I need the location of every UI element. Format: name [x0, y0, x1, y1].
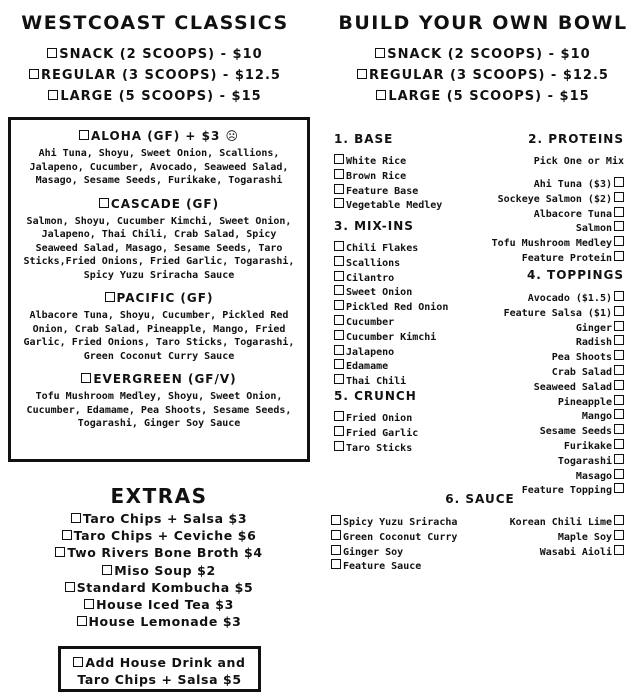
base-item[interactable]: Feature Base	[334, 184, 442, 199]
checkbox[interactable]	[331, 530, 341, 540]
mixin-item[interactable]: Thai Chili	[334, 374, 448, 389]
checkbox[interactable]	[48, 90, 58, 100]
topping-item[interactable]: Avocado ($1.5)	[504, 291, 624, 306]
checkbox[interactable]	[614, 321, 624, 331]
extras-item[interactable]: House Iced Tea $3	[8, 596, 310, 613]
checkbox[interactable]	[334, 198, 344, 208]
checkbox[interactable]	[376, 90, 386, 100]
crunch-title: 5. CRUNCH	[334, 389, 417, 403]
checkbox[interactable]	[614, 365, 624, 375]
combo-aloha-ingredients: Ahi Tuna, Shoyu, Sweet Onion, Scallions, Jalapeno, Cucumber, Avocado, Seaweed Salad, Masago, Sesame Seeds, Furikake, Togarashi	[29, 148, 289, 186]
proteins-subtitle: Pick One or Mix	[533, 156, 624, 167]
checkbox[interactable]	[73, 657, 83, 667]
size-option[interactable]: REGULAR (3 SCOOPS) - $12.5	[338, 65, 628, 86]
checkbox[interactable]	[614, 177, 624, 187]
proteins-list	[492, 177, 624, 266]
checkbox[interactable]	[62, 530, 72, 540]
checkbox[interactable]	[334, 184, 344, 194]
extras-item[interactable]: Taro Chips + Salsa $3	[8, 510, 310, 527]
byob-sizes	[338, 44, 628, 107]
toppings-title: 4. TOPPINGS	[526, 268, 624, 282]
mixins-title: 3. MIX-INS	[334, 219, 414, 233]
checkbox[interactable]	[614, 439, 624, 449]
checkbox[interactable]	[79, 130, 89, 140]
combo-pacific-ingredients: Albacore Tuna, Shoyu, Cucumber, Pickled Red Onion, Crab Salad, Pineapple, Mango, Fried Garlic, Fried Onions, Taro Sticks, Togarashi, Green Coconut Curry Sauce	[23, 310, 295, 362]
combo-cascade-ingredients: Salmon, Shoyu, Cucumber Kimchi, Sweet Onion, Jalapeno, Thai Chili, Crab Salad, Spicy Seaweed Salad, Masago, Sesame Seeds, Taro Sticks,Fried Onions, Fried Garlic, Togarashi, Spicy Yuzu Sriracha Sauce	[23, 215, 295, 281]
checkbox[interactable]	[29, 69, 39, 79]
protein-item[interactable]: Albacore Tuna	[492, 207, 624, 222]
protein-item[interactable]: Tofu Mushroom Medley	[492, 236, 624, 251]
checkbox[interactable]	[331, 515, 341, 525]
topping-item[interactable]: Feature Topping	[504, 483, 624, 498]
base-list	[334, 154, 442, 213]
base-title: 1. BASE	[334, 132, 394, 146]
sauce-item[interactable]: Ginger Soy	[331, 545, 457, 560]
base-item[interactable]: White Rice	[334, 154, 442, 169]
topping-item[interactable]: Togarashi	[504, 454, 624, 469]
sauce-item[interactable]: Wasabi Aioli	[510, 545, 624, 560]
westcoast-sizes	[20, 44, 290, 107]
sauce-item[interactable]: Feature Sauce	[331, 559, 457, 574]
checkbox[interactable]	[334, 374, 344, 384]
checkbox[interactable]	[614, 530, 624, 540]
sauce-item[interactable]: Spicy Yuzu Sriracha	[331, 515, 457, 530]
mixin-item[interactable]: Scallions	[334, 256, 448, 271]
checkbox[interactable]	[55, 547, 65, 557]
byob-title: BUILD YOUR OWN BOWL	[338, 12, 628, 34]
topping-item[interactable]: Pea Shoots	[504, 350, 624, 365]
sauce-title: 6. SAUCE	[445, 492, 515, 506]
mixin-item[interactable]: Sweet Onion	[334, 285, 448, 300]
toppings-list	[504, 291, 624, 498]
protein-item[interactable]: Ahi Tuna ($3)	[492, 177, 624, 192]
checkbox[interactable]	[614, 221, 624, 231]
sauce-left-list	[331, 515, 457, 574]
extras-item[interactable]: Miso Soup $2	[8, 562, 310, 579]
extras-title: EXTRAS	[110, 484, 208, 508]
checkbox[interactable]	[614, 395, 624, 405]
checkbox[interactable]	[614, 291, 624, 301]
checkbox[interactable]	[334, 441, 344, 451]
checkbox[interactable]	[71, 513, 81, 523]
checkbox[interactable]	[357, 69, 367, 79]
checkbox[interactable]	[81, 373, 91, 383]
checkbox[interactable]	[334, 271, 344, 281]
sauce-right-list	[510, 515, 624, 559]
size-option[interactable]: SNACK (2 SCOOPS) - $10	[20, 44, 290, 65]
combo-evergreen-ingredients: Tofu Mushroom Medley, Shoyu, Sweet Onion, Cucumber, Edamame, Pea Shoots, Sesame Seeds, Togarashi, Ginger Soy Sauce	[26, 391, 292, 429]
topping-item[interactable]: Radish	[504, 335, 624, 350]
combo-cascade-title[interactable]: CASCADE (GF)	[11, 197, 307, 211]
crunch-list	[334, 411, 418, 455]
checkbox[interactable]	[331, 559, 341, 569]
mixin-item[interactable]: Cilantro	[334, 271, 448, 286]
checkbox[interactable]	[614, 515, 624, 525]
checkbox[interactable]	[614, 380, 624, 390]
extras-list	[8, 510, 310, 630]
sauce-item[interactable]: Green Coconut Curry	[331, 530, 457, 545]
mixins-list	[334, 241, 448, 389]
checkbox[interactable]	[77, 616, 87, 626]
checkbox[interactable]	[47, 48, 57, 58]
sauce-item[interactable]: Maple Soy	[510, 530, 624, 545]
combo-aloha-title[interactable]: ALOHA (GF) + $3 ☹	[11, 129, 307, 143]
mixin-item[interactable]: Cucumber	[334, 315, 448, 330]
checkbox[interactable]	[614, 454, 624, 464]
mixin-item[interactable]: Jalapeno	[334, 345, 448, 360]
checkbox[interactable]	[614, 207, 624, 217]
checkbox[interactable]	[614, 306, 624, 316]
topping-item[interactable]: Mango	[504, 409, 624, 424]
checkbox[interactable]	[65, 582, 75, 592]
mixin-item[interactable]: Edamame	[334, 359, 448, 374]
topping-item[interactable]: Ginger	[504, 321, 624, 336]
checkbox[interactable]	[614, 236, 624, 246]
topping-item[interactable]: Sesame Seeds	[504, 424, 624, 439]
checkbox[interactable]	[334, 241, 344, 251]
checkbox[interactable]	[614, 251, 624, 261]
checkbox[interactable]	[84, 599, 94, 609]
checkbox[interactable]	[614, 424, 624, 434]
topping-item[interactable]: Seaweed Salad	[504, 380, 624, 395]
size-option[interactable]: LARGE (5 SCOOPS) - $15	[338, 86, 628, 107]
proteins-title: 2. PROTEINS	[528, 132, 624, 146]
extras-item[interactable]: Taro Chips + Ceviche $6	[8, 527, 310, 544]
classic-combos-box	[8, 117, 310, 462]
checkbox[interactable]	[614, 409, 624, 419]
protein-item[interactable]: Feature Protein	[492, 251, 624, 266]
crunch-item[interactable]: Fried Onion	[334, 411, 418, 426]
base-item[interactable]: Vegetable Medley	[334, 198, 442, 213]
checkbox[interactable]	[334, 411, 344, 421]
protein-item[interactable]: Sockeye Salmon ($2)	[492, 192, 624, 207]
crunch-item[interactable]: Fried Garlic	[334, 426, 418, 441]
mixin-item[interactable]: Chili Flakes	[334, 241, 448, 256]
westcoast-title: WESTCOAST CLASSICS	[21, 12, 289, 34]
checkbox[interactable]	[334, 285, 344, 295]
size-option[interactable]: SNACK (2 SCOOPS) - $10	[338, 44, 628, 65]
mixin-item[interactable]: Pickled Red Onion	[334, 300, 448, 315]
combo-line-2: Taro Chips + Salsa $5	[77, 672, 242, 688]
checkbox[interactable]	[614, 192, 624, 202]
combo-pacific-title[interactable]: PACIFIC (GF)	[11, 291, 307, 305]
checkbox[interactable]	[99, 198, 109, 208]
checkbox[interactable]	[334, 169, 344, 179]
checkbox[interactable]	[102, 565, 112, 575]
checkbox[interactable]	[334, 359, 344, 369]
size-option[interactable]: LARGE (5 SCOOPS) - $15	[20, 86, 290, 107]
extras-item[interactable]: Two Rivers Bone Broth $4	[8, 544, 310, 561]
size-option[interactable]: REGULAR (3 SCOOPS) - $12.5	[20, 65, 290, 86]
checkbox[interactable]	[614, 545, 624, 555]
topping-item[interactable]: Crab Salad	[504, 365, 624, 380]
crunch-item[interactable]: Taro Sticks	[334, 441, 418, 456]
combo-evergreen-title[interactable]: EVERGREEN (GF/V)	[11, 372, 307, 386]
checkbox[interactable]	[334, 330, 344, 340]
sauce-item[interactable]: Korean Chili Lime	[510, 515, 624, 530]
checkbox[interactable]	[334, 256, 344, 266]
checkbox[interactable]	[614, 335, 624, 345]
mixin-item[interactable]: Cucumber Kimchi	[334, 330, 448, 345]
topping-item[interactable]: Masago	[504, 469, 624, 484]
topping-item[interactable]: Feature Salsa ($1)	[504, 306, 624, 321]
extras-item[interactable]: House Lemonade $3	[8, 613, 310, 630]
extras-item[interactable]: Standard Kombucha $5	[8, 579, 310, 596]
checkbox[interactable]	[334, 300, 344, 310]
checkbox[interactable]	[334, 315, 344, 325]
checkbox[interactable]	[334, 345, 344, 355]
topping-item[interactable]: Furikake	[504, 439, 624, 454]
checkbox[interactable]	[334, 154, 344, 164]
base-item[interactable]: Brown Rice	[334, 169, 442, 184]
checkbox[interactable]	[334, 426, 344, 436]
checkbox[interactable]	[375, 48, 385, 58]
checkbox[interactable]	[105, 292, 115, 302]
checkbox[interactable]	[331, 545, 341, 555]
combo-line-1: Add House Drink and	[85, 655, 246, 670]
drink-chips-combo-box[interactable]	[58, 646, 261, 692]
protein-item[interactable]: Salmon	[492, 221, 624, 236]
checkbox[interactable]	[614, 469, 624, 479]
checkbox[interactable]	[614, 350, 624, 360]
topping-item[interactable]: Pineapple	[504, 395, 624, 410]
